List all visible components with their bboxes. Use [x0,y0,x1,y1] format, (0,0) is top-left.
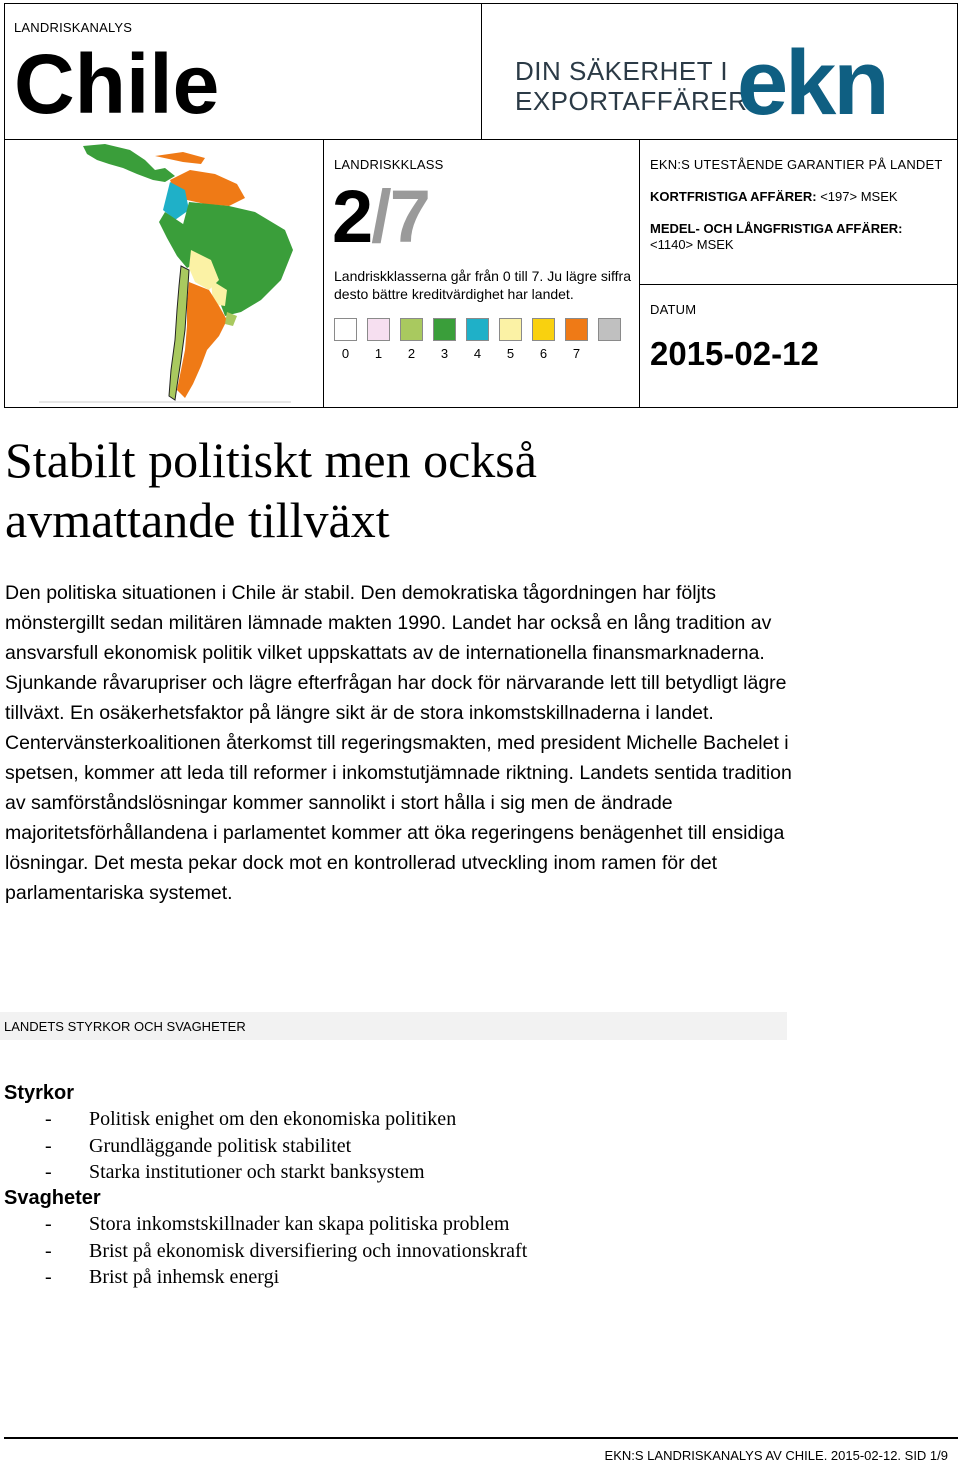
list-dash: - [45,1266,52,1288]
risk-class-description: Landriskklasserna går från 0 till 7. Ju lägre siffra desto bättre kreditvärdighet har landet. [334,268,631,302]
list-dash: - [45,1108,52,1130]
list-item-text: Stora inkomstskillnader kan skapa politiska problem [89,1213,510,1235]
title-box [4,3,482,140]
list-dash: - [45,1134,52,1157]
section-label: LANDRISKANALYS [14,20,133,35]
section-band [0,1012,787,1040]
risk-class-value [332,175,429,258]
date-box [639,284,958,408]
short-term-label: KORTFRISTIGA AFFÄRER: [650,189,817,204]
list-dash: - [45,1213,52,1235]
long-term-value: <1140> MSEK [650,237,734,252]
long-term-line [650,221,903,237]
slogan-line-2: EXPORTAFFÄRER [515,86,748,116]
risk-scale-swatch [565,318,588,341]
list-item-text: Starka institutioner och starkt banksystem [89,1161,425,1183]
list-item-text: Brist på ekonomisk diversifiering och innovationskraft [89,1239,528,1262]
logo-box [481,3,958,140]
footer-divider [4,1437,958,1439]
risk-scale-number: 2 [407,346,416,361]
risk-scale-swatch [499,318,522,341]
footer-text: EKN:S LANDRISKANALYS AV CHILE. 2015-02-12. SID 1/9 [604,1448,948,1463]
risk-class-label: LANDRISKKLASS [334,157,444,172]
slogan-line-1: DIN SÄKERHET I [515,56,729,86]
risk-scale-number: 4 [473,346,482,361]
headline: Stabilt politiskt men också avmattande tillväxt [5,432,537,548]
risk-scale-swatch [532,318,555,341]
risk-scale-swatch [400,318,423,341]
risk-scale-swatch [334,318,357,341]
list-item-text: Grundläggande politisk stabilitet [89,1134,352,1157]
south-america-map-icon [5,140,323,407]
risk-scale-number: 3 [440,346,449,361]
risk-class-max: 7 [389,175,429,258]
risk-class-number: 2 [332,175,372,258]
risk-scale-number: 1 [374,346,383,361]
slogan [515,56,747,116]
ekn-logo: ekn [737,32,887,134]
map-box [4,139,324,408]
list-dash: - [45,1239,52,1262]
list-item-text: Politisk enighet om den ekonomiska politiken [89,1108,457,1130]
section-band-title: LANDETS STYRKOR OCH SVAGHETER [4,1019,246,1034]
risk-scale-swatch [433,318,456,341]
date-label: DATUM [650,302,697,317]
date-value: 2015-02-12 [650,335,819,372]
risk-class-box [323,139,640,408]
lead-paragraph: Den politiska situationen i Chile är stabil. Den demokratiska tågordningen har följts mönstergillt sedan militären lämnade makten 1990. Landet har också en lång tradition av ansvarsfull ekonomisk politik vilket uppskattats av de internationella finansmarknaderna. Sjunkande råvarupriser och lägre efterfrågan har dock för närvarande lett till betydligt lägre tillväxt. En osäkerhetsfaktor på längre sikt är de stora inkomstskillnaderna i landet. Centervänsterkoalitionen återkomst till regeringsmakten, med president Michelle Bachelet i spetsen, kommer att leda till reformer i inkomstutjämnade riktning. Landets sentida tradition av samförståndslösningar kommer sannolikt i stort hålla i sig men de ändrade majoritetsförhållandena i parlamentet kommer att öka regeringens benägenhet till ensidiga lösningar. Det mesta pekar dock mot en kontrollerad utveckling inom ramen för det parlamentariska systemet. [5,582,792,904]
country-title: Chile [14,37,220,131]
short-term-line [650,189,898,205]
guarantees-box [639,139,958,285]
risk-class-separator: / [371,175,390,258]
risk-scale-swatch [367,318,390,341]
guarantees-title: EKN:S UTESTÅENDE GARANTIER PÅ LANDET [650,157,943,172]
risk-scale-swatch [466,318,489,341]
list-dash: - [45,1161,52,1183]
list-item-text: Brist på inhemsk energi [89,1266,280,1288]
strengths-title: Styrkor [4,1082,75,1104]
short-term-value: <197> MSEK [820,189,898,204]
risk-scale-number: 7 [572,346,581,361]
risk-scale-number: 0 [341,346,350,361]
risk-scale-number: 6 [539,346,548,361]
risk-scale-swatch [598,318,621,341]
weaknesses-title: Svagheter [4,1187,101,1209]
risk-scale-number: 5 [506,346,515,361]
long-term-label: MEDEL- OCH LÅNGFRISTIGA AFFÄRER: [650,221,903,236]
